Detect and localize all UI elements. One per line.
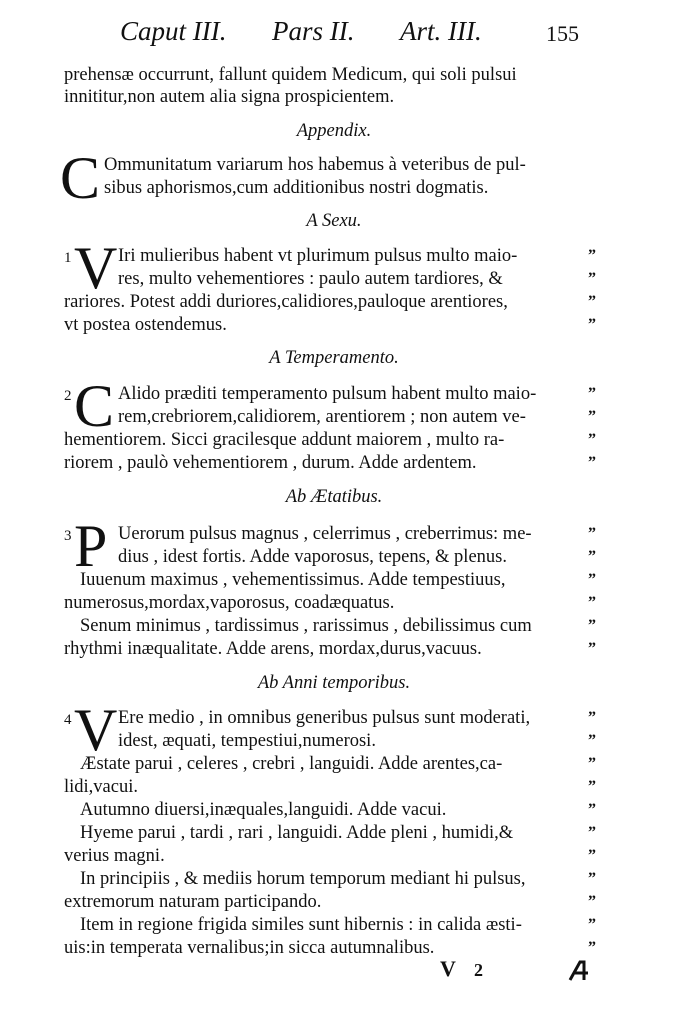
text-line: verius magni.	[64, 846, 165, 866]
head-pars: Pars II.	[272, 16, 355, 46]
margin-quote-mark: ”	[588, 594, 595, 611]
head-caput: Caput III.	[120, 16, 227, 46]
text-line: lidi,vacui.	[64, 777, 138, 797]
margin-quote-mark: ”	[588, 525, 595, 542]
text-line: hementiorem. Sicci gracilesque addunt maiorem , multo ra-	[64, 430, 505, 450]
text-line: Ommunitatum variarum hos habemus à veteribus de pul-	[104, 155, 526, 175]
text-line: Iri mulieribus habent vt plurimum pulsus multo maio-	[118, 246, 518, 266]
section-heading-anni: Ab Anni temporibus.	[257, 673, 411, 693]
section-heading-sexu: A Sexu.	[306, 211, 362, 231]
head-art: Art. III.	[400, 16, 482, 46]
margin-quote-mark: ”	[588, 385, 595, 402]
text-line: Iuuenum maximus , vehementissimus. Adde tempestiuus,	[80, 570, 506, 590]
text-line: riorem , paulò vehementiorem , durum. Adde ardentem.	[64, 453, 477, 473]
margin-quote-mark: ”	[588, 316, 595, 333]
drop-cap: C	[74, 373, 115, 439]
margin-quote-mark: ”	[588, 617, 595, 634]
paragraph-number: 4	[64, 712, 72, 728]
text-line: prehensæ occurrunt, fallunt quidem Medicum, qui soli pulsui	[64, 65, 517, 85]
margin-quote-mark: ”	[588, 247, 595, 264]
margin-quote-mark: ”	[588, 640, 595, 657]
text-line: Ere medio , in omnibus generibus pulsus sunt moderati,	[118, 708, 531, 728]
margin-quote-mark: ”	[588, 778, 595, 795]
section-heading-temperamento: A Temperamento.	[269, 348, 399, 368]
margin-quote-mark: ”	[588, 548, 595, 565]
text-line: rem,crebriorem,calidiorem, arentiorem ; non autem ve-	[118, 407, 526, 427]
drop-cap: V	[74, 697, 118, 763]
margin-quote-mark: ”	[588, 270, 595, 287]
running-head	[120, 16, 600, 50]
margin-quote-mark: ”	[588, 801, 595, 818]
margin-quote-mark: ”	[588, 916, 595, 933]
text-line: uis:in temperata vernalibus;in sicca autumnalibus.	[64, 938, 435, 958]
catchword-mark	[566, 958, 594, 984]
text-line: res, multo vehementiores : paulo autem tardiores, &	[118, 269, 503, 289]
text-line: Autumno diuersi,inæquales,languidi. Adde vacui.	[80, 800, 447, 820]
margin-quote-mark: ”	[588, 732, 595, 749]
margin-quote-mark: ”	[588, 571, 595, 588]
drop-cap: P	[74, 513, 108, 579]
margin-quote-mark: ”	[588, 870, 595, 887]
margin-quote-mark: ”	[588, 431, 595, 448]
text-line: dius , idest fortis. Adde vaporosus, tepens, & plenus.	[118, 547, 507, 567]
paragraph-number: 3	[64, 528, 72, 544]
margin-quote-mark: ”	[588, 847, 595, 864]
text-line: Item in regione frigida similes sunt hibernis : in calida æsti-	[80, 915, 522, 935]
text-line: extremorum naturam participando.	[64, 892, 322, 912]
section-heading-appendix: Appendix.	[296, 121, 372, 141]
text-line: Æstate parui , celeres , crebri , languidi. Adde arentes,ca-	[80, 754, 503, 774]
text-line: Uerorum pulsus magnus , celerrimus , creberrimus: me-	[118, 524, 532, 544]
text-line: sibus aphorismos,cum additionibus nostri dogmatis.	[104, 178, 489, 198]
text-line: In principiis , & mediis horum temporum mediant hi pulsus,	[80, 869, 526, 889]
text-line: Senum minimus , tardissimus , rarissimus , debilissimus cum	[80, 616, 532, 636]
text-line: idest, æquati, tempestiui,numerosi.	[118, 731, 376, 751]
margin-quote-mark: ”	[588, 939, 595, 956]
text-line: rhythmi inæqualitate. Adde arens, mordax,durus,vacuus.	[64, 639, 482, 659]
margin-quote-mark: ”	[588, 755, 595, 772]
signature-mark: V	[440, 956, 456, 981]
margin-quote-mark: ”	[588, 709, 595, 726]
text-line: rariores. Potest addi duriores,calidiores,pauloque arentiores,	[64, 292, 508, 312]
margin-quote-mark: ”	[588, 893, 595, 910]
page-number: 155	[546, 21, 579, 46]
text-line: innititur,non autem alia signa prospicientem.	[64, 87, 395, 107]
signature-number: 2	[474, 960, 483, 980]
margin-quote-mark: ”	[588, 408, 595, 425]
text-line: numerosus,mordax,vaporosus, coadæquatus.	[64, 593, 395, 613]
margin-quote-mark: ”	[588, 824, 595, 841]
text-line: vt postea ostendemus.	[64, 315, 227, 335]
drop-cap: V	[74, 235, 118, 301]
margin-quote-mark: ”	[588, 293, 595, 310]
text-line: Alido præditi temperamento pulsum habent multo maio-	[118, 384, 537, 404]
paragraph-number: 2	[64, 388, 72, 404]
paragraph-number: 1	[64, 250, 72, 266]
section-heading-aetatibus: Ab Ætatibus.	[285, 487, 383, 507]
drop-cap: C	[60, 145, 101, 211]
text-line: Hyeme parui , tardi , rari , languidi. Adde pleni , humidi,&	[80, 823, 514, 843]
margin-quote-mark: ”	[588, 454, 595, 471]
